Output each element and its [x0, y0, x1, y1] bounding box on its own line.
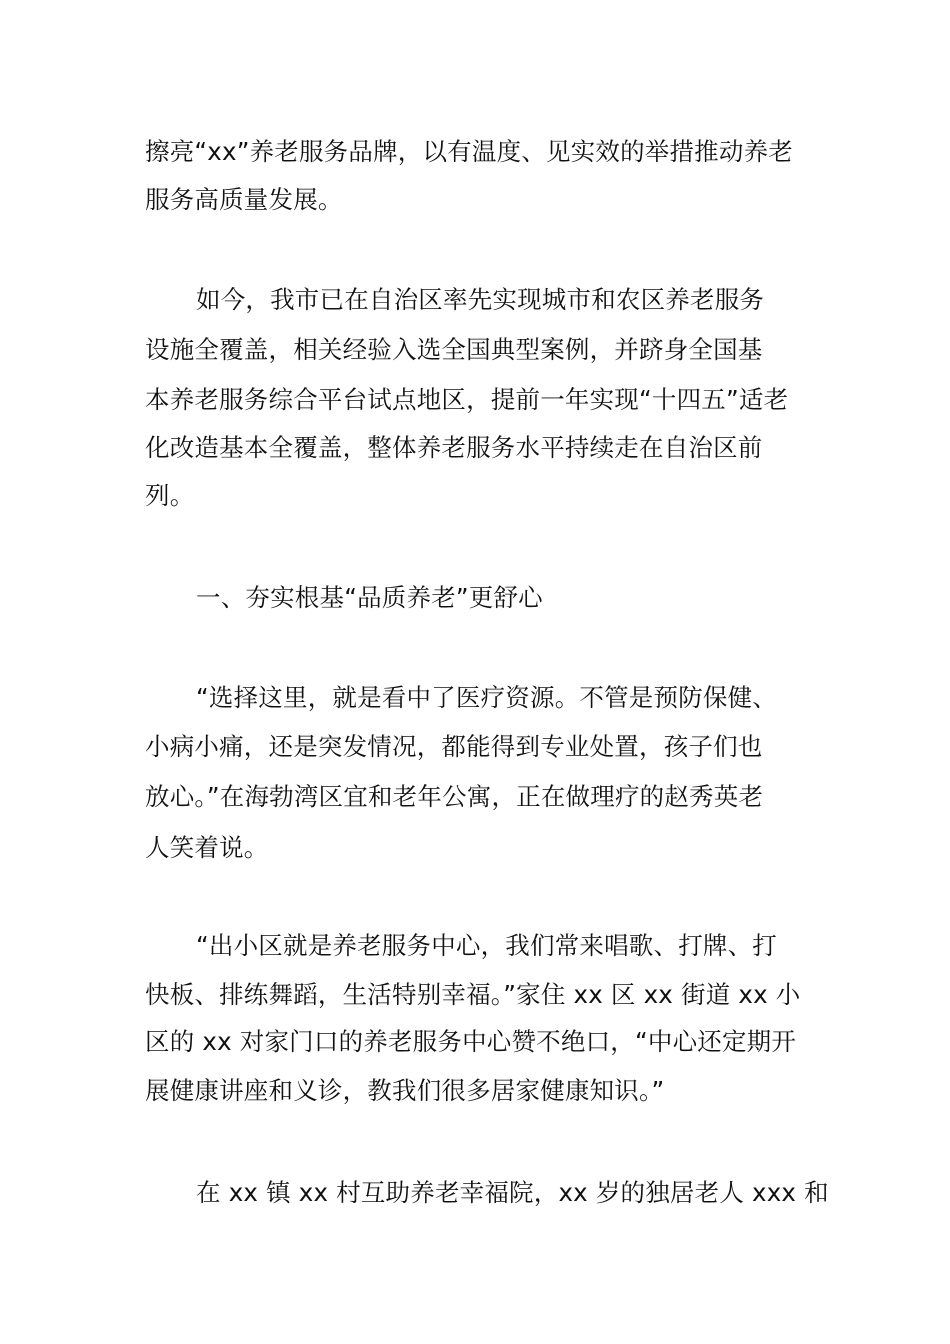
section-heading: 一、夯实根基“品质养老”更舒心	[196, 583, 543, 612]
paragraph-3-line-4: 人笑着说。	[145, 833, 269, 862]
paragraph-5-line-1: 在 xx 镇 xx 村互助养老幸福院，xx 岁的独居老人 xxx 和	[196, 1178, 829, 1207]
paragraph-4-line-1: “出小区就是养老服务中心，我们常来唱歌、打牌、打	[196, 931, 777, 960]
paragraph-2-line-5: 列。	[145, 481, 195, 510]
paragraph-3-line-3: 放心。”在海勃湾区宜和老年公寓，正在做理疗的赵秀英老	[145, 782, 764, 811]
paragraph-4-line-4: 展健康讲座和义诊，教我们很多居家健康知识。”	[145, 1076, 665, 1105]
paragraph-2-line-3: 本养老服务综合平台试点地区，提前一年实现“十四五”适老	[145, 385, 789, 414]
paragraph-4-line-3: 区的 xx 对家门口的养老服务中心赞不绝口，“中心还定期开	[145, 1027, 797, 1056]
paragraph-1-line-1: 擦亮“xx”养老服务品牌，以有温度、见实效的举措推动养老	[145, 137, 793, 166]
paragraph-2-line-2: 设施全覆盖，相关经验入选全国典型案例，并跻身全国基	[145, 335, 763, 364]
paragraph-3-line-2: 小病小痛，还是突发情况，都能得到专业处置，孩子们也	[145, 732, 763, 761]
paragraph-3-line-1: “选择这里，就是看中了医疗资源。不管是预防保健、	[196, 683, 777, 712]
paragraph-2-line-1: 如今，我市已在自治区率先实现城市和农区养老服务	[196, 285, 765, 314]
paragraph-2-line-4: 化改造基本全覆盖，整体养老服务水平持续走在自治区前	[145, 433, 763, 462]
paragraph-1-line-2: 服务高质量发展。	[145, 185, 343, 214]
paragraph-4-line-2: 快板、排练舞蹈，生活特别幸福。”家住 xx 区 xx 街道 xx 小	[145, 980, 801, 1009]
